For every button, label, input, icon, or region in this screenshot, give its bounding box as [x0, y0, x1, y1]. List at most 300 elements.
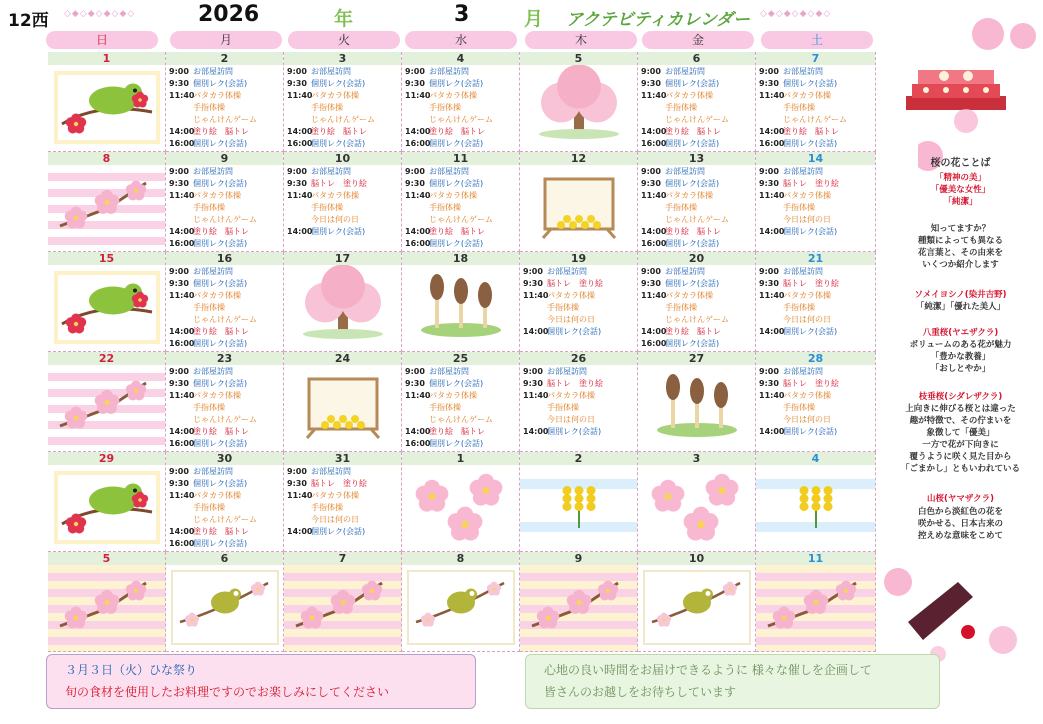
schedule-activity: 手指体操 [783, 303, 815, 312]
schedule-activity: 手指体操 [665, 103, 697, 112]
schedule-activity: じゃんけんゲーム [193, 515, 257, 524]
schedule-item [523, 378, 603, 390]
mimosa-flower-icon [756, 465, 876, 552]
schedule-item [641, 238, 719, 250]
ward-label: 12西 [8, 11, 49, 31]
schedule-item [405, 166, 469, 178]
schedule-item [169, 502, 225, 514]
schedule-item [169, 266, 233, 278]
schedule-activity: じゃんけんゲーム [193, 115, 257, 124]
day-number: 3 [638, 452, 755, 465]
schedule-activity: 個別レク(会話) [429, 239, 484, 248]
schedule-item [405, 238, 483, 250]
schedule-activity: 脳トレ 塗り絵 [547, 379, 603, 388]
schedule-item [523, 414, 595, 426]
schedule-activity: パタカラ体操 [783, 391, 831, 400]
schedule-activity: 個別レク(会話) [429, 79, 484, 88]
day-number: 8 [48, 152, 165, 165]
schedule-activity: じゃんけんゲーム [665, 115, 729, 124]
schedule-activity: お部屋訪問 [547, 367, 587, 376]
diamond-ornament-right: ◇◆◇◆◇◆◇◆◇ [760, 9, 832, 19]
schedule-activity: パタカラ体操 [193, 491, 241, 500]
schedule-time: 11:40 [405, 91, 431, 100]
section-title-yaezakura: 八重桜(ヤエザクラ) [922, 328, 999, 338]
weekday-header: 土 [761, 31, 873, 49]
schedule-item [523, 366, 587, 378]
section-line: 「ごまかし」ともいわれている [900, 464, 1020, 474]
schedule-activity: 個別レク(会話) [429, 379, 484, 388]
schedule-time: 11:40 [169, 491, 195, 500]
calendar-day-cell [638, 152, 756, 252]
day-number: 7 [756, 52, 875, 65]
schedule-time: 11:40 [759, 291, 785, 300]
schedule-item [405, 126, 485, 138]
schedule-item [287, 202, 343, 214]
section-title-someiyoshino: ソメイヨシノ(染井吉野) [914, 290, 1007, 300]
schedule-activity: 脳トレ 塗り絵 [547, 279, 603, 288]
day-number: 28 [756, 352, 875, 365]
calendar-day-cell [166, 252, 284, 352]
sakura-branch-icon [284, 565, 402, 652]
schedule-item [759, 66, 823, 78]
schedule-activity: パタカラ体操 [193, 91, 241, 100]
schedule-item [759, 178, 839, 190]
schedule-activity: 手指体操 [193, 203, 225, 212]
section-line: 控えめな意味をこめて [917, 531, 1003, 541]
schedule-time: 11:40 [759, 91, 785, 100]
schedule-time: 11:40 [641, 91, 667, 100]
schedule-time: 9:00 [759, 267, 779, 276]
schedule-item [169, 314, 257, 326]
schedule-activity: パタカラ体操 [311, 91, 359, 100]
hanakotoba-item: 「精神の美」 [934, 173, 986, 183]
schedule-time: 9:00 [169, 367, 189, 376]
schedule-time: 11:40 [169, 91, 195, 100]
schedule-time: 14:00 [641, 327, 667, 336]
schedule-time: 9:00 [641, 67, 661, 76]
schedule-time: 11:40 [759, 391, 785, 400]
schedule-item [405, 178, 483, 190]
day-number: 10 [284, 152, 401, 165]
schedule-time: 11:40 [641, 191, 667, 200]
day-number: 9 [166, 152, 283, 165]
schedule-time: 9:30 [169, 479, 189, 488]
schedule-activity: 個別レク(会話) [193, 339, 248, 348]
schedule-item [405, 438, 483, 450]
schedule-item [759, 126, 839, 138]
schedule-item [759, 378, 839, 390]
schedule-activity: 個別レク(会話) [193, 479, 248, 488]
schedule-item [169, 278, 247, 290]
schedule-activity: じゃんけんゲーム [311, 115, 375, 124]
scroll-with-sakura-icon [878, 562, 1038, 662]
schedule-time: 16:00 [641, 339, 667, 348]
schedule-activity: 個別レク(会話) [547, 427, 602, 436]
calendar-day-cell [166, 52, 284, 152]
schedule-activity: 今日は何の日 [547, 415, 595, 424]
schedule-time: 9:30 [523, 379, 543, 388]
schedule-activity: じゃんけんゲーム [193, 415, 257, 424]
schedule-item [759, 390, 831, 402]
schedule-time: 14:00 [169, 527, 195, 536]
section-line: 一方で花が下向きに [922, 440, 999, 450]
schedule-time: 11:40 [287, 91, 313, 100]
schedule-item [169, 178, 247, 190]
schedule-activity: 塗り絵 脳トレ [193, 127, 249, 136]
schedule-item [641, 314, 729, 326]
calendar-day-cell [48, 252, 166, 352]
schedule-time: 9:00 [169, 167, 189, 176]
schedule-item [287, 526, 365, 538]
schedule-activity: 手指体操 [783, 203, 815, 212]
schedule-activity: 個別レク(会話) [193, 539, 248, 548]
schedule-time: 9:30 [287, 479, 307, 488]
schedule-activity: 手指体操 [547, 303, 579, 312]
section-line: 「豊かな教養」 [930, 352, 991, 362]
schedule-activity: 脳トレ 塗り絵 [783, 179, 839, 188]
schedule-activity: お部屋訪問 [193, 267, 233, 276]
schedule-item [759, 138, 837, 150]
day-number: 22 [48, 352, 165, 365]
schedule-time: 9:00 [523, 267, 543, 276]
schedule-time: 11:40 [287, 491, 313, 500]
schedule-activity: 個別レク(会話) [665, 279, 720, 288]
schedule-item [405, 78, 483, 90]
schedule-time: 11:40 [169, 391, 195, 400]
section-line: ボリュームのある花が魅力 [909, 340, 1012, 350]
schedule-time: 14:00 [169, 427, 195, 436]
schedule-activity: 塗り絵 脳トレ [783, 127, 839, 136]
intro-line: 種類によっても異なる [917, 236, 1003, 246]
schedule-item [641, 78, 719, 90]
schedule-item [287, 226, 365, 238]
schedule-item [759, 102, 815, 114]
day-number: 19 [520, 252, 637, 265]
schedule-time: 9:00 [405, 167, 425, 176]
section-line: 象徴して「優美」 [926, 428, 995, 438]
schedule-time: 11:40 [169, 191, 195, 200]
calendar-day-cell [756, 152, 876, 252]
schedule-time: 9:30 [169, 79, 189, 88]
schedule-activity: お部屋訪問 [193, 167, 233, 176]
sidebar-hanakotoba [878, 52, 1043, 662]
schedule-time: 14:00 [759, 427, 785, 436]
schedule-item [759, 114, 847, 126]
schedule-activity: 個別レク(会話) [429, 179, 484, 188]
schedule-activity: 手指体操 [429, 203, 461, 212]
schedule-time: 16:00 [405, 139, 431, 148]
schedule-activity: じゃんけんゲーム [665, 315, 729, 324]
schedule-item [641, 66, 705, 78]
calendar-day-cell [48, 552, 166, 652]
schedule-activity: パタカラ体操 [783, 291, 831, 300]
schedule-time: 9:30 [405, 79, 425, 88]
schedule-item [641, 326, 721, 338]
schedule-activity: お部屋訪問 [547, 267, 587, 276]
schedule-item [287, 66, 351, 78]
schedule-item [641, 278, 719, 290]
section-line: 上向きに伸びる桜とは違った [905, 404, 1016, 414]
schedule-activity: 脳トレ 塗り絵 [783, 279, 839, 288]
schedule-item [759, 426, 837, 438]
calendar-day-cell [48, 352, 166, 452]
schedule-activity: 個別レク(会話) [783, 79, 838, 88]
day-number: 2 [520, 452, 637, 465]
weekday-header: 水 [405, 31, 517, 49]
schedule-item [641, 114, 729, 126]
schedule-item [405, 202, 461, 214]
calendar-day-cell [166, 152, 284, 252]
schedule-item [405, 90, 477, 102]
schedule-item [287, 490, 359, 502]
schedule-item [759, 302, 815, 314]
schedule-activity: 個別レク(会話) [429, 439, 484, 448]
schedule-activity: 塗り絵 脳トレ [193, 527, 249, 536]
year-number: 2026 [198, 2, 260, 27]
schedule-item [759, 314, 831, 326]
calendar-day-cell [520, 252, 638, 352]
white-eye-bird-icon [638, 565, 756, 652]
schedule-activity: パタカラ体操 [193, 291, 241, 300]
schedule-item [759, 266, 823, 278]
schedule-item [169, 526, 249, 538]
schedule-item [405, 366, 469, 378]
schedule-item [641, 226, 721, 238]
schedule-activity: お部屋訪問 [429, 167, 469, 176]
calendar-day-cell [520, 552, 638, 652]
schedule-activity: 今日は何の日 [547, 315, 595, 324]
calendar-day-cell [638, 252, 756, 352]
calendar-day-cell [402, 52, 520, 152]
schedule-item [405, 214, 493, 226]
schedule-time: 16:00 [641, 139, 667, 148]
day-number: 1 [402, 452, 519, 465]
schedule-item [641, 126, 721, 138]
sakura-petals-top-icon [918, 6, 1038, 176]
calendar-day-cell [166, 452, 284, 552]
schedule-item [641, 302, 697, 314]
day-number: 6 [638, 52, 755, 65]
day-number: 5 [520, 52, 637, 65]
schedule-activity: 手指体操 [429, 103, 461, 112]
section-line: 「純潔」「優れた美人」 [915, 302, 1006, 312]
note-hinamatsuri-text: 旬の食材を使用したお料理ですのでお楽しみにしてください [65, 685, 390, 699]
schedule-time: 9:30 [759, 79, 779, 88]
day-number: 26 [520, 352, 637, 365]
day-number: 4 [756, 452, 875, 465]
day-number: 14 [756, 152, 875, 165]
schedule-activity: 個別レク(会話) [665, 139, 720, 148]
calendar-day-cell [402, 252, 520, 352]
schedule-activity: 塗り絵 脳トレ [193, 327, 249, 336]
calendar-day-cell [756, 52, 876, 152]
schedule-activity: 今日は何の日 [783, 415, 831, 424]
calendar-day-cell [284, 452, 402, 552]
schedule-activity: 個別レク(会話) [193, 139, 248, 148]
schedule-time: 9:30 [405, 179, 425, 188]
schedule-activity: お部屋訪問 [193, 367, 233, 376]
schedule-time: 14:00 [405, 427, 431, 436]
schedule-item [169, 438, 247, 450]
schedule-item [169, 78, 247, 90]
schedule-item [169, 126, 249, 138]
calendar-day-cell [756, 252, 876, 352]
schedule-activity: パタカラ体操 [311, 491, 359, 500]
day-number: 23 [166, 352, 283, 365]
sakura-branch-icon [48, 165, 166, 252]
note-hinamatsuri-date: ３月３日（火）ひな祭り [65, 663, 198, 677]
white-eye-bird-icon [166, 565, 284, 652]
calendar-day-cell [520, 352, 638, 452]
schedule-time: 14:00 [759, 227, 785, 236]
schedule-activity: 脳トレ 塗り絵 [783, 379, 839, 388]
schedule-item [523, 266, 587, 278]
calendar-day-cell [756, 452, 876, 552]
schedule-time: 14:00 [405, 127, 431, 136]
schedule-time: 16:00 [169, 339, 195, 348]
schedule-time: 9:00 [759, 167, 779, 176]
schedule-activity: 個別レク(会話) [783, 139, 838, 148]
schedule-activity: じゃんけんゲーム [665, 215, 729, 224]
schedule-item [287, 90, 359, 102]
schedule-time: 16:00 [169, 139, 195, 148]
schedule-item [523, 326, 601, 338]
schedule-item [759, 90, 831, 102]
schedule-time: 16:00 [287, 139, 313, 148]
schedule-activity: じゃんけんゲーム [193, 315, 257, 324]
schedule-activity: 手指体操 [193, 403, 225, 412]
sakura-branch-icon [48, 365, 166, 452]
day-number: 21 [756, 252, 875, 265]
hanakotoba-item: 「優美な女性」 [930, 185, 991, 195]
schedule-activity: 手指体操 [311, 103, 343, 112]
schedule-item [169, 426, 249, 438]
schedule-time: 14:00 [169, 227, 195, 236]
day-number: 13 [638, 152, 755, 165]
schedule-item [759, 78, 837, 90]
sakura-branch-icon [48, 565, 166, 652]
day-number: 11 [402, 152, 519, 165]
schedule-item [169, 466, 233, 478]
schedule-activity: 手指体操 [193, 103, 225, 112]
schedule-item [405, 102, 461, 114]
schedule-time: 11:40 [759, 191, 785, 200]
schedule-time: 9:30 [759, 379, 779, 388]
weekday-header: 日 [46, 31, 158, 49]
schedule-activity: お部屋訪問 [429, 367, 469, 376]
schedule-item [405, 190, 477, 202]
calendar-grid [48, 52, 876, 652]
mimosa-easel-icon [284, 365, 402, 452]
schedule-activity: 個別レク(会話) [193, 79, 248, 88]
schedule-time: 9:00 [641, 267, 661, 276]
mimosa-flower-icon [520, 465, 638, 552]
hanakotoba-title: 桜の花ことば [930, 158, 991, 169]
schedule-activity: 塗り絵 脳トレ [665, 127, 721, 136]
schedule-activity: お部屋訪問 [783, 367, 823, 376]
day-number: 2 [166, 52, 283, 65]
schedule-item [641, 290, 713, 302]
calendar-day-cell [520, 52, 638, 152]
schedule-item [169, 90, 241, 102]
horsetail-icon [638, 365, 756, 452]
schedule-time: 9:30 [523, 279, 543, 288]
schedule-time: 16:00 [405, 439, 431, 448]
calendar-day-cell [638, 452, 756, 552]
schedule-time: 14:00 [405, 227, 431, 236]
schedule-time: 9:00 [169, 67, 189, 76]
schedule-item [641, 338, 719, 350]
schedule-item [169, 114, 257, 126]
schedule-item [287, 514, 359, 526]
schedule-activity: パタカラ体操 [429, 191, 477, 200]
month-kanji: 月 [524, 8, 544, 30]
note-welcome-line2: 皆さんのお越しをお待ちしています [544, 685, 737, 699]
schedule-item [169, 414, 257, 426]
day-number: 16 [166, 252, 283, 265]
hinamatsuri-note [46, 654, 476, 709]
schedule-activity: 個別レク(会話) [193, 439, 248, 448]
schedule-item [169, 490, 241, 502]
schedule-time: 11:40 [641, 291, 667, 300]
day-number: 9 [520, 552, 637, 565]
schedule-activity: 個別レク(会話) [193, 379, 248, 388]
schedule-activity: 塗り絵 脳トレ [429, 227, 485, 236]
schedule-item [169, 390, 241, 402]
schedule-activity: 個別レク(会話) [193, 239, 248, 248]
schedule-activity: 手指体操 [193, 503, 225, 512]
schedule-time: 9:00 [169, 267, 189, 276]
schedule-activity: パタカラ体操 [783, 191, 831, 200]
schedule-item [169, 378, 247, 390]
schedule-item [523, 402, 579, 414]
month-number: 3 [454, 2, 470, 27]
schedule-activity: 個別レク(会話) [311, 79, 366, 88]
calendar-day-cell [284, 252, 402, 352]
calendar-day-cell [284, 352, 402, 452]
sakura-branch-icon [520, 565, 638, 652]
schedule-time: 16:00 [169, 539, 195, 548]
schedule-activity: パタカラ体操 [665, 91, 713, 100]
schedule-activity: 手指体操 [665, 203, 697, 212]
schedule-item [405, 390, 477, 402]
schedule-item [169, 102, 225, 114]
schedule-activity: パタカラ体操 [665, 291, 713, 300]
schedule-time: 9:00 [287, 67, 307, 76]
schedule-activity: 個別レク(会話) [311, 527, 366, 536]
section-line: 「おしとやか」 [930, 364, 991, 374]
day-number: 12 [520, 152, 637, 165]
schedule-time: 11:40 [405, 391, 431, 400]
calendar-day-cell [402, 452, 520, 552]
sakura-branch-icon [756, 565, 876, 652]
day-number: 6 [166, 552, 283, 565]
schedule-item [641, 190, 713, 202]
schedule-activity: 手指体操 [665, 303, 697, 312]
calendar-day-cell [638, 352, 756, 452]
note-welcome-line1: 心地の良い時間をお届けできるように 様々な催しを企画して [544, 663, 872, 677]
schedule-time: 14:00 [287, 527, 313, 536]
schedule-activity: 個別レク(会話) [429, 139, 484, 148]
schedule-item [641, 90, 713, 102]
schedule-item [287, 478, 367, 490]
schedule-activity: 脳トレ 塗り絵 [311, 479, 367, 488]
schedule-item [759, 226, 837, 238]
schedule-time: 9:30 [759, 279, 779, 288]
schedule-time: 14:00 [169, 327, 195, 336]
schedule-activity: 塗り絵 脳トレ [429, 127, 485, 136]
schedule-activity: 今日は何の日 [783, 215, 831, 224]
